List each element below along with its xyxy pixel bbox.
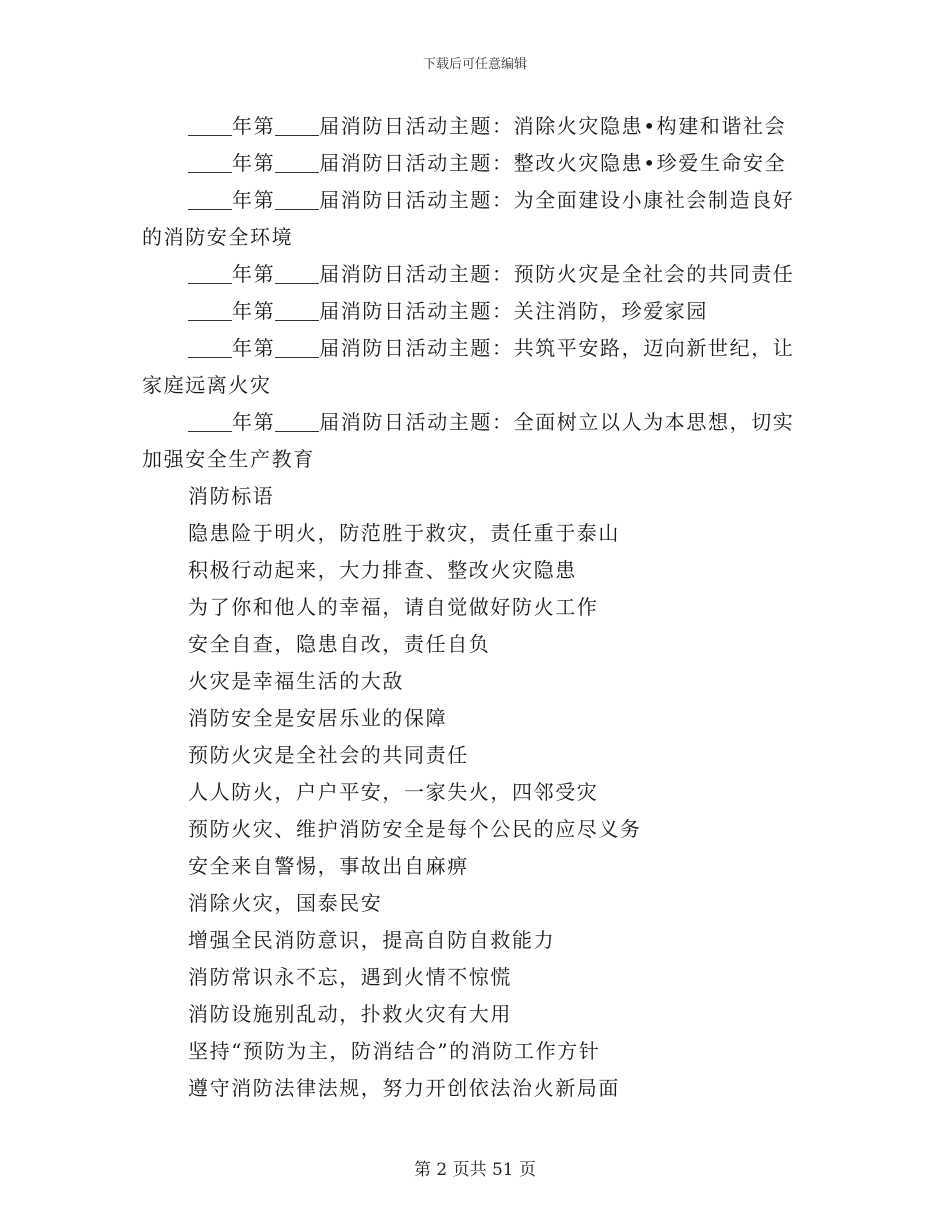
slogan-line: 消防安全是安居乐业的保障 xyxy=(188,706,448,730)
theme-line xyxy=(142,256,804,293)
theme-text: 届消防日活动主题：共筑平安路，迈向新世纪，让家庭远离火灾 xyxy=(142,336,795,397)
theme-line xyxy=(142,108,804,145)
slogan-line: 火灾是幸福生活的大敌 xyxy=(188,669,404,693)
edition-blank xyxy=(275,189,319,210)
theme-text: 届消防日活动主题：消除火灾隐患•构建和谐社会 xyxy=(319,114,787,138)
edition-blank xyxy=(275,115,319,136)
year-label: 年第 xyxy=(232,336,276,360)
slogan-line: 遵守消防法律法规，努力开创依法治火新局面 xyxy=(188,1076,620,1100)
year-blank xyxy=(188,115,232,136)
year-blank xyxy=(188,337,232,358)
slogan-line: 增强全民消防意识，提高自防自救能力 xyxy=(188,928,556,952)
slogan-line: 人人防火，户户平安，一家失火，四邻受灾 xyxy=(188,780,599,804)
year-label: 年第 xyxy=(232,262,276,286)
theme-text: 届消防日活动主题：为全面建设小康社会制造良好的消防安全环境 xyxy=(142,188,795,249)
edition-blank xyxy=(275,263,319,284)
edition-blank xyxy=(275,337,319,358)
document-body xyxy=(142,108,804,1107)
theme-line xyxy=(142,330,804,404)
theme-text: 届消防日活动主题：全面树立以人为本思想，切实加强安全生产教育 xyxy=(142,410,795,471)
year-blank xyxy=(188,300,232,321)
year-label: 年第 xyxy=(232,151,276,175)
slogan-line: 隐患险于明火，防范胜于救灾，责任重于泰山 xyxy=(188,521,620,545)
slogan-line: 预防火灾、维护消防安全是每个公民的应尽义务 xyxy=(188,817,642,841)
slogan-line: 消除火灾，国泰民安 xyxy=(188,891,383,915)
slogan-line: 安全自查，隐患自改，责任自负 xyxy=(188,632,491,656)
edition-blank xyxy=(275,411,319,432)
theme-line xyxy=(142,182,804,256)
year-blank xyxy=(188,263,232,284)
slogan-line: 坚持“预防为主，防消结合”的消防工作方针 xyxy=(188,1039,601,1063)
slogan-line: 预防火灾是全社会的共同责任 xyxy=(188,743,469,767)
year-blank xyxy=(188,152,232,173)
slogan-line: 消防设施别乱动，扑救火灾有大用 xyxy=(188,1002,512,1026)
year-blank xyxy=(188,411,232,432)
theme-line xyxy=(142,145,804,182)
theme-line xyxy=(142,404,804,478)
edition-blank xyxy=(275,152,319,173)
slogan-line: 为了你和他人的幸福，请自觉做好防火工作 xyxy=(188,595,599,619)
year-blank xyxy=(188,189,232,210)
year-label: 年第 xyxy=(232,410,276,434)
theme-text: 届消防日活动主题：预防火灾是全社会的共同责任 xyxy=(319,262,795,286)
theme-text: 届消防日活动主题：关注消防，珍爱家园 xyxy=(319,299,709,323)
page-footer: 第 2 页共 51 页 xyxy=(413,1160,537,1180)
slogan-line: 安全来自警惕，事故出自麻痹 xyxy=(188,854,469,878)
theme-line xyxy=(142,293,804,330)
slogan-line: 消防常识永不忘，遇到火情不惊慌 xyxy=(188,965,512,989)
theme-list xyxy=(142,108,804,478)
year-label: 年第 xyxy=(232,114,276,138)
edition-blank xyxy=(275,300,319,321)
slogan-list xyxy=(142,515,804,1107)
year-label: 年第 xyxy=(232,188,276,212)
theme-text: 届消防日活动主题：整改火灾隐患•珍爱生命安全 xyxy=(319,151,787,175)
slogan-line: 积极行动起来，大力排查、整改火灾隐患 xyxy=(188,558,577,582)
year-label: 年第 xyxy=(232,299,276,323)
slogan-heading: 消防标语 xyxy=(188,484,275,508)
page-header: 下载后可任意编辑 xyxy=(422,57,527,72)
